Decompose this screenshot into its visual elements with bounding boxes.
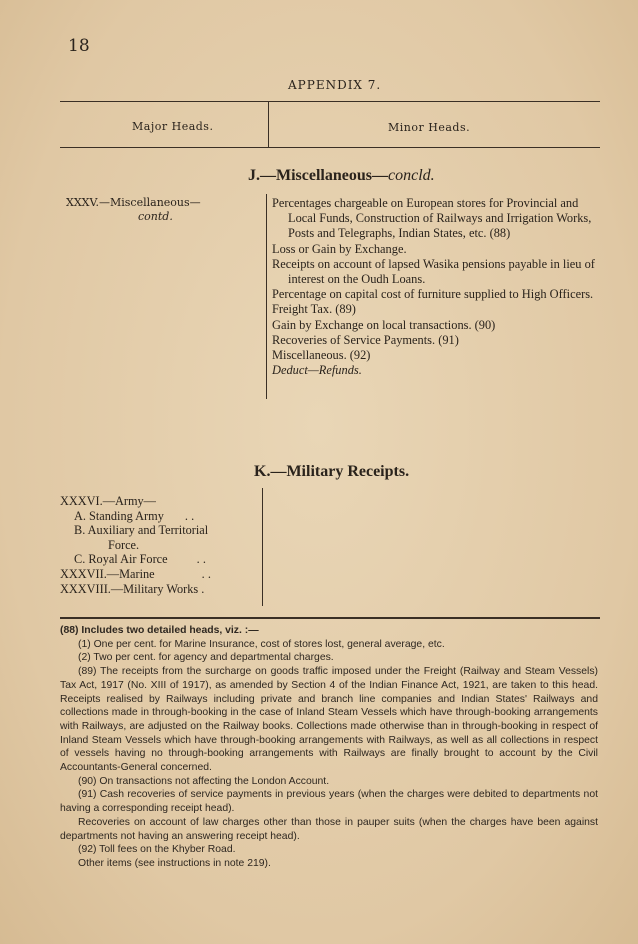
header-divider (268, 101, 269, 147)
minor-head-item: Loss or Gain by Exchange. (272, 241, 407, 256)
footnote-92: (92) Toll fees on the Khyber Road. (78, 844, 236, 856)
major-head-xxxv: XXXV.—Miscellaneous— contd. (66, 196, 201, 223)
military-head-item: B. Auxiliary and Territorial (74, 523, 209, 538)
footnote-rule (60, 617, 600, 619)
footnote-90: (90) On transactions not affecting the London Account. (78, 775, 330, 787)
footnote-91: (91) Cash recoveries of service payments in previous years (when the charges were debited to departments not having a corresponding receipt head). (60, 789, 598, 815)
section-j-title: J.—Miscellaneous—concld. (248, 167, 435, 184)
footnote-89: (89) The receipts from the surcharge on goods traffic imposed under the Freight (Railway and Steam Vessels) Tax Act, 1917 (No. XIII of 1917), as amended by Section 4 of the Indian Finance Act, 1921, are taken to this head. Receipts realised by Railways including private and branch line companies and Indian States' Railways and collections made in through-booking in the case of Inland Steam Vessels which have through-booking arrangements with Railways, are adjusted on the Railway books. Collections made otherwise than in through-booking in respect of Inland Steam Vessels which have through-booking arrangements with Railways, as well as all collections in respect of vessels having no through-booking arrangements with Railways are finally brought to account by the Civil Accountants-General concerned. (60, 666, 598, 774)
footnote-other-items: Other items (see instructions in note 219). (78, 857, 271, 869)
footnote-88: (88) Includes two detailed heads, viz. :— (60, 625, 259, 636)
section-j-divider (266, 194, 267, 399)
section-k-divider (262, 488, 263, 606)
section-k-title: K.—Military Receipts. (254, 463, 410, 480)
footnotes (60, 624, 598, 871)
footnote-88-item-2: (2) Two per cent. for agency and departmental charges. (78, 652, 334, 664)
military-heads-list (60, 494, 260, 596)
header-bottom-rule (60, 147, 600, 148)
military-head-item: A. Standing Army . . (74, 508, 195, 523)
minor-head-item: Gain by Exchange on local transactions. (90) (272, 317, 496, 332)
page-number: 18 (68, 36, 90, 56)
military-head-item: C. Royal Air Force . . (74, 552, 206, 567)
minor-head-item: Percentages chargeable on European stores for Provincial and Local Funds, Construction of Railways and Irrigation Works, Posts and Telegraphs, Indian States, etc. (88) (272, 196, 592, 241)
appendix-heading: APPENDIX 7. (288, 78, 382, 92)
header-top-rule (60, 101, 600, 102)
minor-head-item: Receipts on account of lapsed Wasika pensions payable in lieu of interest on the Oudh Loans. (272, 256, 595, 287)
military-head-item: XXXVII.—Marine . . (60, 566, 211, 581)
military-head-item: XXXVI.—Army— (60, 494, 156, 508)
footnote-91-law-charges: Recoveries on account of law charges other than those in pauper suits (when the charges have been against departments not having an answering receipt head). (60, 816, 598, 842)
footnote-88-item-1: (1) One per cent. for Marine Insurance, cost of stores lost, general average, etc. (78, 638, 445, 650)
military-head-item: Force. (108, 537, 140, 552)
minor-head-item: Freight Tax. (89) (272, 302, 356, 317)
military-head-item: XXXVIII.—Military Works . (60, 581, 205, 596)
minor-head-item: Recoveries of Service Payments. (91) (272, 332, 459, 347)
minor-head-item: Percentage on capital cost of furniture supplied to High Officers. (272, 287, 594, 302)
minor-head-item: Deduct—Refunds. (272, 363, 362, 378)
minor-head-item: Miscellaneous. (92) (272, 348, 371, 363)
major-heads-column-header: Major Heads. (132, 120, 214, 133)
minor-heads-column-header: Minor Heads. (388, 121, 471, 134)
minor-heads-list (272, 196, 597, 378)
